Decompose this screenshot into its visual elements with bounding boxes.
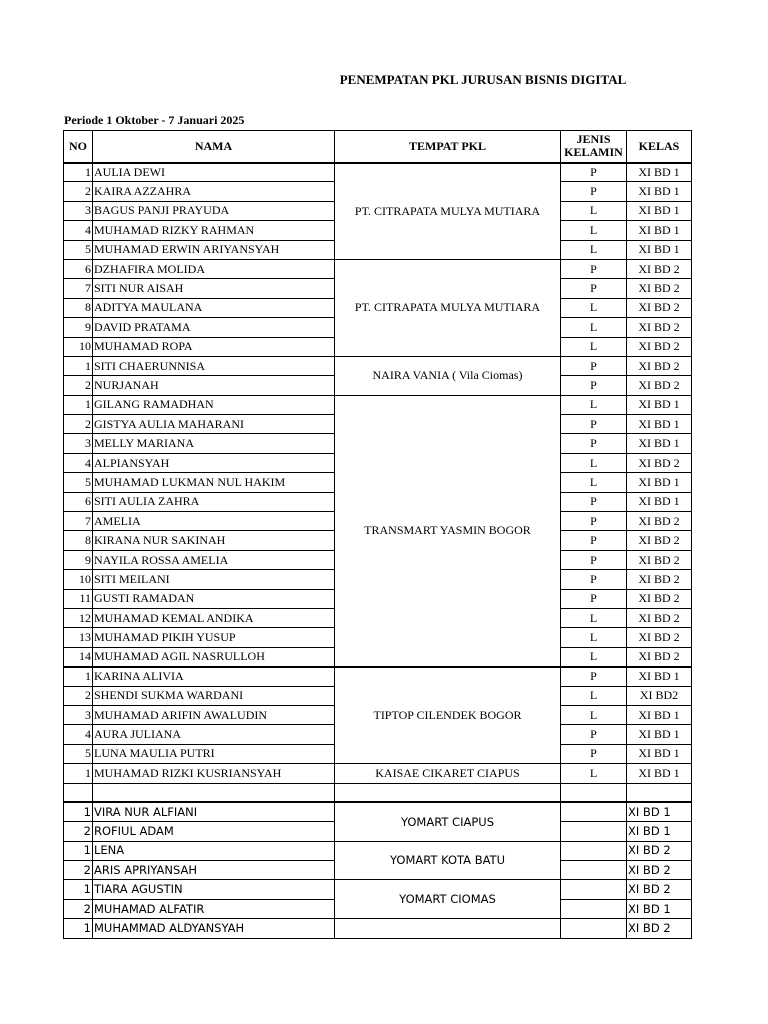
gender-cell <box>561 861 627 880</box>
blank-cell-tempat <box>335 783 561 802</box>
blank-cell-jk <box>561 783 627 802</box>
table-row <box>64 919 692 938</box>
student-name: MUHAMAD RIZKI KUSRIANSYAH <box>93 764 335 783</box>
class-cell: XI BD 1 <box>627 240 692 259</box>
gender-cell: L <box>561 337 627 356</box>
class-cell: XI BD 1 <box>627 434 692 453</box>
header-kelas: KELAS <box>627 131 692 163</box>
gender-cell: L <box>561 686 627 705</box>
row-number: 7 <box>64 512 93 531</box>
gender-cell: P <box>561 376 627 395</box>
gender-cell: P <box>561 415 627 434</box>
student-name: SITI NUR AISAH <box>93 279 335 298</box>
class-cell: XI BD 1 <box>627 163 692 182</box>
class-cell: XI BD 2 <box>627 570 692 589</box>
row-number: 13 <box>64 628 93 647</box>
row-number: 2 <box>64 182 93 201</box>
row-number: 3 <box>64 201 93 220</box>
row-number: 1 <box>64 880 93 899</box>
student-name: ADITYA MAULANA <box>93 298 335 317</box>
header-tempat-pkl: TEMPAT PKL <box>335 131 561 163</box>
blank-cell-no <box>64 783 93 802</box>
student-name: AULIA DEWI <box>93 163 335 182</box>
row-number: 2 <box>64 376 93 395</box>
blank-separator-row <box>64 783 692 802</box>
class-cell: XI BD 1 <box>627 221 692 240</box>
gender-cell: L <box>561 647 627 666</box>
student-name: MUHAMAD ERWIN ARIYANSYAH <box>93 240 335 259</box>
gender-cell: L <box>561 628 627 647</box>
student-name: MUHAMAD RIZKY RAHMAN <box>93 221 335 240</box>
header-jenis-line2: KELAMIN <box>564 145 623 160</box>
gender-cell: L <box>561 453 627 472</box>
student-name: LENA <box>93 841 335 860</box>
gender-cell: L <box>561 240 627 259</box>
student-name: NAYILA ROSSA AMELIA <box>93 550 335 569</box>
gender-cell: P <box>561 259 627 278</box>
gender-cell: P <box>561 492 627 511</box>
gender-cell: L <box>561 221 627 240</box>
table-row <box>64 163 692 182</box>
student-name: LUNA MAULIA PUTRI <box>93 744 335 763</box>
class-cell: XI BD2 <box>627 686 692 705</box>
header-jenis-line1: JENIS <box>576 132 611 147</box>
class-cell: XI BD 2 <box>627 356 692 375</box>
placement-location: TIPTOP CILENDEK BOGOR <box>335 667 561 764</box>
gender-cell: P <box>561 182 627 201</box>
placement-location: YOMART CIAPUS <box>335 802 561 841</box>
student-name: SITI CHAERUNNISA <box>93 356 335 375</box>
student-name: NURJANAH <box>93 376 335 395</box>
row-number: 1 <box>64 919 93 938</box>
gender-cell <box>561 841 627 860</box>
row-number: 2 <box>64 822 93 841</box>
student-name: DAVID PRATAMA <box>93 318 335 337</box>
page-title: PENEMPATAN PKL JURUSAN BISNIS DIGITAL <box>339 72 627 87</box>
student-name: MUHAMAD ROPA <box>93 337 335 356</box>
gender-cell: L <box>561 608 627 627</box>
row-number: 2 <box>64 861 93 880</box>
class-cell: XI BD 2 <box>627 453 692 472</box>
student-name: MUHAMAD KEMAL ANDIKA <box>93 608 335 627</box>
table-row <box>64 395 692 414</box>
class-cell: XI BD 1 <box>627 764 692 783</box>
header-no: NO <box>64 131 93 163</box>
gender-cell: L <box>561 395 627 414</box>
row-number: 1 <box>64 667 93 686</box>
class-cell: XI BD 2 <box>627 589 692 608</box>
class-cell: XI BD 1 <box>627 395 692 414</box>
row-number: 3 <box>64 705 93 724</box>
header-jenis-kelamin <box>561 131 627 163</box>
gender-cell <box>561 899 627 918</box>
gender-cell: P <box>561 550 627 569</box>
student-name: AMELIA <box>93 512 335 531</box>
class-cell: XI BD 2 <box>627 628 692 647</box>
row-number: 5 <box>64 473 93 492</box>
class-cell: XI BD 1 <box>627 667 692 686</box>
placement-location: PT. CITRAPATA MULYA MUTIARA <box>335 259 561 356</box>
student-name: KARINA ALIVIA <box>93 667 335 686</box>
student-name: MUHAMAD LUKMAN NUL HAKIM <box>93 473 335 492</box>
student-name: VIRA NUR ALFIANI <box>93 802 335 821</box>
class-cell: XI BD 1 <box>627 415 692 434</box>
student-name: MELLY MARIANA <box>93 434 335 453</box>
table-row <box>64 259 692 278</box>
table-row <box>64 841 692 860</box>
class-cell: XI BD 2 <box>627 376 692 395</box>
row-number: 10 <box>64 570 93 589</box>
table-row <box>64 356 692 375</box>
row-number: 6 <box>64 492 93 511</box>
student-name: MUHAMAD PIKIH YUSUP <box>93 628 335 647</box>
class-cell: XI BD 1 <box>627 492 692 511</box>
student-name: SITI MEILANI <box>93 570 335 589</box>
student-name: KAIRA AZZAHRA <box>93 182 335 201</box>
row-number: 8 <box>64 298 93 317</box>
class-cell: XI BD 2 <box>627 337 692 356</box>
row-number: 5 <box>64 240 93 259</box>
table-row <box>64 802 692 821</box>
class-cell: XI BD 2 <box>627 841 692 860</box>
class-cell: XI BD 2 <box>627 531 692 550</box>
student-name: GUSTI RAMADAN <box>93 589 335 608</box>
placement-location: TRANSMART YASMIN BOGOR <box>335 395 561 666</box>
gender-cell: P <box>561 356 627 375</box>
placement-location: KAISAE CIKARET CIAPUS <box>335 764 561 783</box>
row-number: 7 <box>64 279 93 298</box>
row-number: 1 <box>64 163 93 182</box>
gender-cell <box>561 880 627 899</box>
blank-cell-nama <box>93 783 335 802</box>
gender-cell: P <box>561 512 627 531</box>
class-cell: XI BD 2 <box>627 861 692 880</box>
gender-cell: P <box>561 163 627 182</box>
gender-cell: L <box>561 705 627 724</box>
class-cell: XI BD 2 <box>627 647 692 666</box>
placement-location: YOMART KOTA BATU <box>335 841 561 880</box>
student-name: ROFIUL ADAM <box>93 822 335 841</box>
student-name: SHENDI SUKMA WARDANI <box>93 686 335 705</box>
gender-cell: P <box>561 570 627 589</box>
row-number: 2 <box>64 686 93 705</box>
period-label: Periode 1 Oktober - 7 Januari 2025 <box>64 113 245 127</box>
student-name: TIARA AGUSTIN <box>93 880 335 899</box>
class-cell: XI BD 1 <box>627 899 692 918</box>
class-cell: XI BD 2 <box>627 298 692 317</box>
table-row <box>64 880 692 899</box>
table-header-row <box>64 131 692 163</box>
class-cell: XI BD 2 <box>627 279 692 298</box>
gender-cell <box>561 802 627 821</box>
class-cell: XI BD 2 <box>627 259 692 278</box>
class-cell: XI BD 2 <box>627 318 692 337</box>
student-name: MUHAMAD AGIL NASRULLOH <box>93 647 335 666</box>
row-number: 2 <box>64 415 93 434</box>
row-number: 4 <box>64 725 93 744</box>
class-cell: XI BD 2 <box>627 919 692 938</box>
student-name: ALPIANSYAH <box>93 453 335 472</box>
student-name: AURA JULIANA <box>93 725 335 744</box>
gender-cell <box>561 822 627 841</box>
placement-location: PT. CITRAPATA MULYA MUTIARA <box>335 163 561 260</box>
gender-cell: P <box>561 744 627 763</box>
row-number: 1 <box>64 395 93 414</box>
gender-cell: P <box>561 279 627 298</box>
gender-cell: L <box>561 764 627 783</box>
gender-cell <box>561 919 627 938</box>
header-nama: NAMA <box>93 131 335 163</box>
blank-cell-kelas <box>627 783 692 802</box>
student-name: GISTYA AULIA MAHARANI <box>93 415 335 434</box>
gender-cell: P <box>561 667 627 686</box>
placement-location <box>335 919 561 938</box>
class-cell: XI BD 1 <box>627 201 692 220</box>
student-name: GILANG RAMADHAN <box>93 395 335 414</box>
row-number: 9 <box>64 550 93 569</box>
row-number: 2 <box>64 899 93 918</box>
student-name: MUHAMMAD ALDYANSYAH <box>93 919 335 938</box>
student-name: MUHAMAD ALFATIR <box>93 899 335 918</box>
class-cell: XI BD 2 <box>627 512 692 531</box>
class-cell: XI BD 1 <box>627 822 692 841</box>
class-cell: XI BD 1 <box>627 725 692 744</box>
row-number: 3 <box>64 434 93 453</box>
row-number: 1 <box>64 841 93 860</box>
gender-cell: P <box>561 725 627 744</box>
gender-cell: P <box>561 589 627 608</box>
gender-cell: P <box>561 434 627 453</box>
table-row <box>64 764 692 783</box>
row-number: 12 <box>64 608 93 627</box>
row-number: 14 <box>64 647 93 666</box>
row-number: 10 <box>64 337 93 356</box>
gender-cell: L <box>561 298 627 317</box>
row-number: 9 <box>64 318 93 337</box>
gender-cell: L <box>561 473 627 492</box>
row-number: 1 <box>64 764 93 783</box>
placement-location: YOMART CIOMAS <box>335 880 561 919</box>
row-number: 1 <box>64 356 93 375</box>
row-number: 1 <box>64 802 93 821</box>
class-cell: XI BD 1 <box>627 744 692 763</box>
table-row <box>64 667 692 686</box>
class-cell: XI BD 2 <box>627 550 692 569</box>
row-number: 4 <box>64 221 93 240</box>
row-number: 6 <box>64 259 93 278</box>
class-cell: XI BD 1 <box>627 182 692 201</box>
row-number: 5 <box>64 744 93 763</box>
class-cell: XI BD 1 <box>627 802 692 821</box>
table-body <box>64 163 692 939</box>
student-name: SITI AULIA ZAHRA <box>93 492 335 511</box>
class-cell: XI BD 1 <box>627 473 692 492</box>
student-name: KIRANA NUR SAKINAH <box>93 531 335 550</box>
class-cell: XI BD 2 <box>627 880 692 899</box>
student-name: BAGUS PANJI PRAYUDA <box>93 201 335 220</box>
gender-cell: L <box>561 318 627 337</box>
student-name: ARIS APRIYANSAH <box>93 861 335 880</box>
gender-cell: P <box>561 531 627 550</box>
class-cell: XI BD 1 <box>627 705 692 724</box>
row-number: 8 <box>64 531 93 550</box>
row-number: 11 <box>64 589 93 608</box>
placement-location: NAIRA VANIA ( Vila Ciomas) <box>335 356 561 395</box>
row-number: 4 <box>64 453 93 472</box>
student-name: DZHAFIRA MOLIDA <box>93 259 335 278</box>
placement-table <box>63 130 692 939</box>
student-name: MUHAMAD ARIFIN AWALUDIN <box>93 705 335 724</box>
class-cell: XI BD 2 <box>627 608 692 627</box>
gender-cell: L <box>561 201 627 220</box>
